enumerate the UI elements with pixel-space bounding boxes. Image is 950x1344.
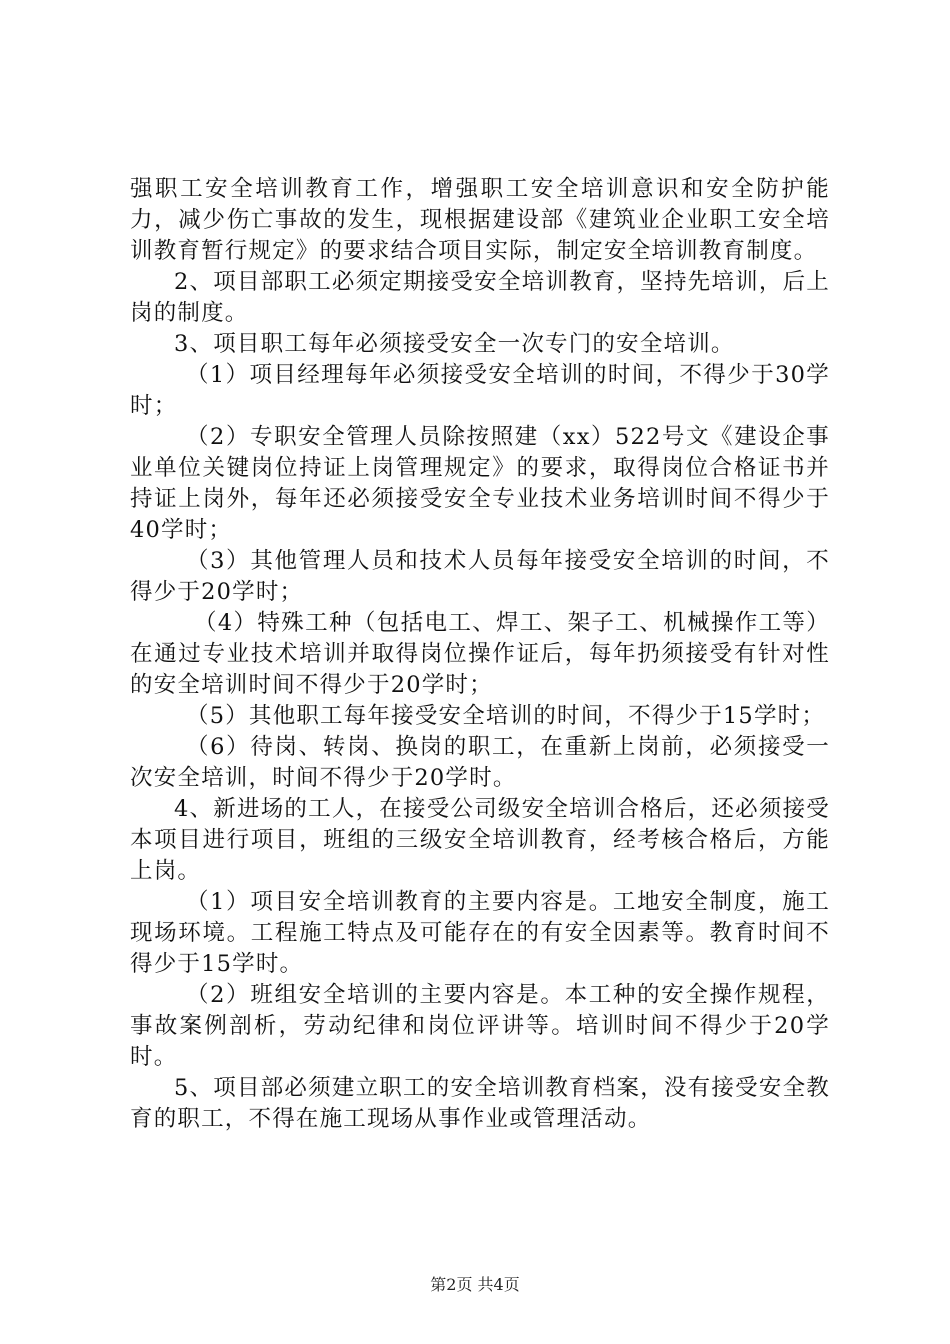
paragraph-subitem-3-4: （4）特殊工种（包括电工、焊工、架子工、机械操作工等）在通过专业技术培训并取得岗位操作证后，每年扔须接受有针对性的安全培训时间不得少于20学时； [130, 610, 830, 698]
paragraph-subitem-4-2: （2）班组安全培训的主要内容是。本工种的安全操作规程，事故案例剖析，劳动纪律和岗位评讲等。培训时间不得少于20学时。 [130, 982, 830, 1070]
paragraph-subitem-3-6: （6）待岗、转岗、换岗的职工，在重新上岗前，必须接受一次安全培训，时间不得少于20学时。 [130, 734, 830, 791]
page-footer: 第2页 共4页 [430, 1275, 520, 1294]
paragraph-item-4: 4、新进场的工人，在接受公司级安全培训合格后，还必须接受本项目进行项目，班组的三级安全培训教育，经考核合格后，方能上岗。 [130, 796, 830, 884]
paragraph-intro: 强职工安全培训教育工作，增强职工安全培训意识和安全防护能力，减少伤亡事故的发生，现根据建设部《建筑业企业职工安全培训教育暂行规定》的要求结合项目实际，制定安全培训教育制度。 [130, 176, 830, 264]
paragraph-item-5: 5、项目部必须建立职工的安全培训教育档案，没有接受安全教育的职工，不得在施工现场从事作业或管理活动。 [130, 1075, 830, 1132]
paragraph-subitem-3-3: （3）其他管理人员和技术人员每年接受安全培训的时间，不得少于20学时； [130, 548, 830, 605]
paragraph-subitem-3-5: （5）其他职工每年接受安全培训的时间，不得少于15学时； [186, 703, 826, 729]
paragraph-item-2: 2、项目部职工必须定期接受安全培训教育，坚持先培训，后上岗的制度。 [130, 269, 830, 326]
paragraph-subitem-3-1: （1）项目经理每年必须接受安全培训的时间，不得少于30学时； [130, 362, 830, 419]
document-body [130, 174, 830, 1135]
paragraph-item-3: 3、项目职工每年必须接受安全一次专门的安全培训。 [174, 331, 735, 357]
paragraph-subitem-3-2: （2）专职安全管理人员除按照建（xx）522号文《建设企事业单位关键岗位持证上岗管理规定》的要求，取得岗位合格证书并持证上岗外，每年还必须接受安全专业技术业务培训时间不得少于40学时； [130, 424, 830, 543]
paragraph-subitem-4-1: （1）项目安全培训教育的主要内容是。工地安全制度，施工现场环境。工程施工特点及可能存在的有安全因素等。教育时间不得少于15学时。 [130, 889, 830, 977]
